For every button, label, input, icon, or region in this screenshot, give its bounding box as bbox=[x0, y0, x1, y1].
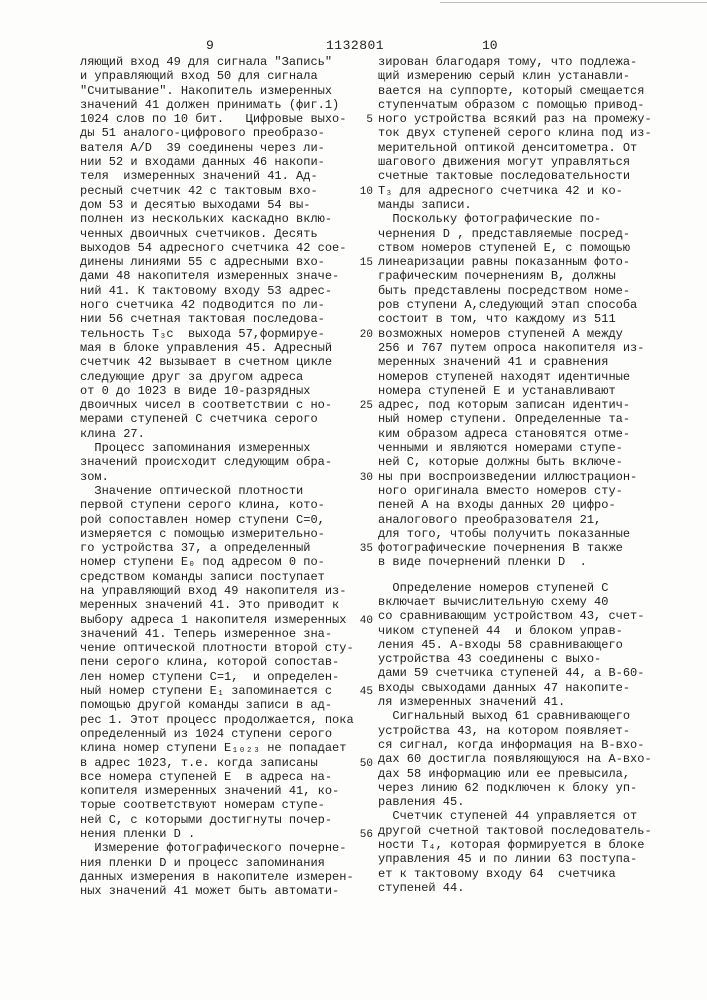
text-line: номера ступеней E и устанавливают bbox=[378, 384, 652, 398]
text-line: ного счетчика 42 подводится по ли- bbox=[80, 298, 354, 312]
text-line: нии 52 и входами данных 46 накопи- bbox=[80, 155, 354, 169]
text-line: данных измерения в накопителе измерен- bbox=[80, 870, 354, 884]
text-line: чиком ступеней 44 и блоком управ- bbox=[378, 624, 652, 638]
text-line: ким образом адреса становятся отме- bbox=[378, 427, 652, 441]
text-line: все номера ступеней E в адреса на- bbox=[80, 770, 354, 784]
text-line: мерительной оптикой денситометра. От bbox=[378, 141, 652, 155]
text-line: от 0 до 1023 в виде 10-разрядных bbox=[80, 384, 354, 398]
text-line: динены линиями 55 с адресными вхо- bbox=[80, 255, 354, 269]
text-line: возможных номеров ступеней A между bbox=[378, 327, 652, 341]
text-line: на управляющий вход 49 накопителя из- bbox=[80, 584, 354, 598]
text-line: ды 51 аналого-цифрового преобразо- bbox=[80, 126, 354, 140]
text-line: чернения D , представляемые посред- bbox=[378, 227, 652, 241]
text-line: зирован благодаря тому, что подлежа- bbox=[378, 55, 652, 69]
text-line: рес 1. Этот процесс продолжается, пока bbox=[80, 713, 354, 727]
text-line: через линию 62 подключен к блоку уп- bbox=[378, 781, 652, 795]
text-line: двоичных чисел в соответствии с но- bbox=[80, 398, 354, 412]
line-number: 15 bbox=[357, 257, 373, 269]
text-line: Измерение фотографического почерне- bbox=[80, 841, 354, 855]
text-line: клина номер ступени E₁₀₂₃ не попадает bbox=[80, 741, 354, 755]
text-line: меренных значений 41. Это приводит к bbox=[80, 598, 354, 612]
text-line: аналогового преобразователя 21, bbox=[378, 513, 652, 527]
text-line: определенный из 1024 ступени серого bbox=[80, 727, 354, 741]
text-line: выходов 54 адресного счетчика 42 сое- bbox=[80, 241, 354, 255]
line-number: 30 bbox=[357, 472, 373, 484]
text-line: торые соответствуют номерам ступе- bbox=[80, 798, 354, 812]
text-line: мерами ступеней C счетчика серого bbox=[80, 412, 354, 426]
text-line: измеряется с помощью измерительно- bbox=[80, 527, 354, 541]
line-number: 5 bbox=[357, 114, 373, 126]
text-line: устройства 43 соединены с выхо- bbox=[378, 652, 652, 666]
text-line: входы свыходами данных 47 накопите- bbox=[378, 681, 652, 695]
text-line: ный номер ступени E₁ запоминается с bbox=[80, 684, 354, 698]
line-number: 45 bbox=[357, 686, 373, 698]
text-line: дами 59 счетчика ступеней 44, а B-60- bbox=[378, 666, 652, 680]
paragraph bbox=[80, 484, 354, 841]
text-line: нения пленки D . bbox=[80, 827, 354, 841]
text-line: полнен из нескольких каскадно вклю- bbox=[80, 212, 354, 226]
text-line: дами 48 накопителя измеренных значе- bbox=[80, 269, 354, 283]
text-line: значений 41. Теперь измеренное зна- bbox=[80, 627, 354, 641]
text-line: зом. bbox=[80, 470, 354, 484]
text-line: быть представлены посредством номе- bbox=[378, 284, 652, 298]
text-line: ступенчатым образом с помощью привод- bbox=[378, 98, 652, 112]
text-line: ния пленки D и процесс запоминания bbox=[80, 856, 354, 870]
text-line: ных значений 41 может быть автомати- bbox=[80, 884, 354, 898]
text-line: адрес, под которым записан идентич- bbox=[378, 398, 652, 412]
text-line: дах 58 информацию или ее превысила, bbox=[378, 767, 652, 781]
line-number: 40 bbox=[357, 615, 373, 627]
text-line: Сигнальный выход 61 сравнивающего bbox=[378, 709, 652, 723]
text-line: ней C, которые должны быть включе- bbox=[378, 455, 652, 469]
text-line: номеров ступеней находят идентичные bbox=[378, 370, 652, 384]
text-line: ления 45. A-входы 58 сравнивающего bbox=[378, 638, 652, 652]
page-number-left: 9 bbox=[206, 38, 214, 54]
text-line: ны при воспроизведении иллюстрацион- bbox=[378, 470, 652, 484]
text-line: счетные тактовые последовательности bbox=[378, 169, 652, 183]
text-line: ся сигнал, когда информация на B-вхо- bbox=[378, 738, 652, 752]
text-line: ний 41. К тактовому входу 53 адрес- bbox=[80, 284, 354, 298]
page-number-right: 10 bbox=[482, 38, 498, 54]
paragraph bbox=[378, 709, 652, 809]
text-line: ляющий вход 49 для сигнала "Запись" bbox=[80, 55, 354, 69]
text-line: Значение оптической плотности bbox=[80, 484, 354, 498]
text-line: линеаризации равны показанным фото- bbox=[378, 255, 652, 269]
text-line: состоит в том, что каждому из 511 bbox=[378, 312, 652, 326]
line-number: 50 bbox=[357, 758, 373, 770]
text-line: ет к тактовому входу 64 счетчика bbox=[378, 867, 652, 881]
text-line: теля измеренных значений 41. Ад- bbox=[80, 169, 354, 183]
text-line: Процесс запоминания измеренных bbox=[80, 441, 354, 455]
text-line: дах 60 достигла появляющуюся на A-вхо- bbox=[378, 752, 652, 766]
text-line: значений 41 должен принимать (фиг.1) bbox=[80, 98, 354, 112]
text-line: ров ступени A,следующий этап способа bbox=[378, 298, 652, 312]
text-line: щий измерению серый клин устанавли- bbox=[378, 69, 652, 83]
text-line: номер ступени E₀ под адресом 0 по- bbox=[80, 555, 354, 569]
line-number: 25 bbox=[357, 400, 373, 412]
paragraph bbox=[80, 55, 354, 441]
text-line: значений происходит следующим обра- bbox=[80, 455, 354, 469]
text-line: мая в блоке управления 45. Адресный bbox=[80, 341, 354, 355]
text-line: другой счетной тактовой последователь- bbox=[378, 824, 652, 838]
paragraph bbox=[378, 212, 652, 569]
text-line: ресный счетчик 42 с тактовым вхо- bbox=[80, 184, 354, 198]
text-line: Определение номеров ступеней C bbox=[378, 581, 652, 595]
left-text-column bbox=[80, 55, 354, 899]
text-line: включает вычислительную схему 40 bbox=[378, 595, 652, 609]
line-number: 35 bbox=[357, 543, 373, 555]
paragraph bbox=[80, 441, 354, 484]
text-line: копителя измеренных значений 41, ко- bbox=[80, 784, 354, 798]
text-line: "Считывание". Накопитель измеренных bbox=[80, 84, 354, 98]
text-line: чение оптической плотности второй сту- bbox=[80, 641, 354, 655]
text-line: ством номеров ступеней E, с помощью bbox=[378, 241, 652, 255]
text-line: ности T₄, которая формируется в блоке bbox=[378, 838, 652, 852]
text-line: для того, чтобы получить показанные bbox=[378, 527, 652, 541]
text-line: в виде почернений пленки D . bbox=[378, 555, 652, 569]
paragraph bbox=[80, 841, 354, 898]
text-line: ченными и являются номерами ступе- bbox=[378, 441, 652, 455]
text-line: ный номер ступени. Определенные та- bbox=[378, 412, 652, 426]
text-line: Поскольку фотографические по- bbox=[378, 212, 652, 226]
line-number: 20 bbox=[357, 329, 373, 341]
text-line: лен номер ступени C=1, и определен- bbox=[80, 670, 354, 684]
right-text-column bbox=[378, 55, 652, 895]
text-line: вается на суппорте, который смещается bbox=[378, 84, 652, 98]
paragraph bbox=[378, 581, 652, 710]
paragraph bbox=[378, 55, 652, 212]
text-line: ченных двоичных счетчиков. Десять bbox=[80, 227, 354, 241]
paragraph bbox=[378, 809, 652, 895]
text-line: ного устройства всякий раз на промежу- bbox=[378, 112, 652, 126]
text-line: равления 45. bbox=[378, 795, 652, 809]
text-line: T₃ для адресного счетчика 42 и ко- bbox=[378, 184, 652, 198]
text-line: первой ступени серого клина, кото- bbox=[80, 498, 354, 512]
line-number: 10 bbox=[357, 186, 373, 198]
text-line: Счетчик ступеней 44 управляется от bbox=[378, 809, 652, 823]
text-line: меренных значений 41 и сравнения bbox=[378, 355, 652, 369]
text-line: 1024 слов по 10 бит. Цифровые выхо- bbox=[80, 112, 354, 126]
text-line: го устройства 37, а определенный bbox=[80, 541, 354, 555]
text-line: ней C, с которыми достигнуты почер- bbox=[80, 813, 354, 827]
text-line: клина 27. bbox=[80, 427, 354, 441]
text-line: ного оригинала вместо номеров сту- bbox=[378, 484, 652, 498]
text-line: управления 45 и по линии 63 поступа- bbox=[378, 852, 652, 866]
text-line: фотографические почернения B также bbox=[378, 541, 652, 555]
scan-artifact-line bbox=[440, 2, 707, 3]
text-line: вателя A/D 39 соединены через ли- bbox=[80, 141, 354, 155]
text-line: со сравнивающим устройством 43, счет- bbox=[378, 609, 652, 623]
text-line: в адрес 1023, т.е. когда записаны bbox=[80, 756, 354, 770]
text-line: ток двух ступеней серого клина под из- bbox=[378, 126, 652, 140]
text-line: дом 53 и десятью выходами 54 вы- bbox=[80, 198, 354, 212]
text-line: 256 и 767 путем опроса накопителя из- bbox=[378, 341, 652, 355]
text-line: манды записи. bbox=[378, 198, 652, 212]
text-line: пени серого клина, которой сопостав- bbox=[80, 655, 354, 669]
text-line: тельность T₃с выхода 57,формируе- bbox=[80, 327, 354, 341]
text-line: помощью другой команды записи в ад- bbox=[80, 698, 354, 712]
line-number: 56 bbox=[357, 829, 373, 841]
text-line: ступеней 44. bbox=[378, 881, 652, 895]
patent-number: 1132801 bbox=[326, 38, 384, 54]
text-line: следующие друг за другом адреса bbox=[80, 370, 354, 384]
text-line: устройства 43, на котором появляет- bbox=[378, 724, 652, 738]
text-line: нии 56 счетная тактовая последова- bbox=[80, 312, 354, 326]
text-line: шагового движения могут управляться bbox=[378, 155, 652, 169]
text-line: выбору адреса 1 накопителя измеренных bbox=[80, 613, 354, 627]
text-line: счетчик 42 вызывает в счетном цикле bbox=[80, 355, 354, 369]
text-line: пеней A на входы данных 20 цифро- bbox=[378, 498, 652, 512]
text-line: средством команды записи поступает bbox=[80, 570, 354, 584]
text-line: и управляющий вход 50 для сигнала bbox=[80, 69, 354, 83]
text-line: рой сопоставлен номер ступени C=0, bbox=[80, 513, 354, 527]
text-line: ля измеренных значений 41. bbox=[378, 695, 652, 709]
text-line: графическим почернениям B, должны bbox=[378, 269, 652, 283]
